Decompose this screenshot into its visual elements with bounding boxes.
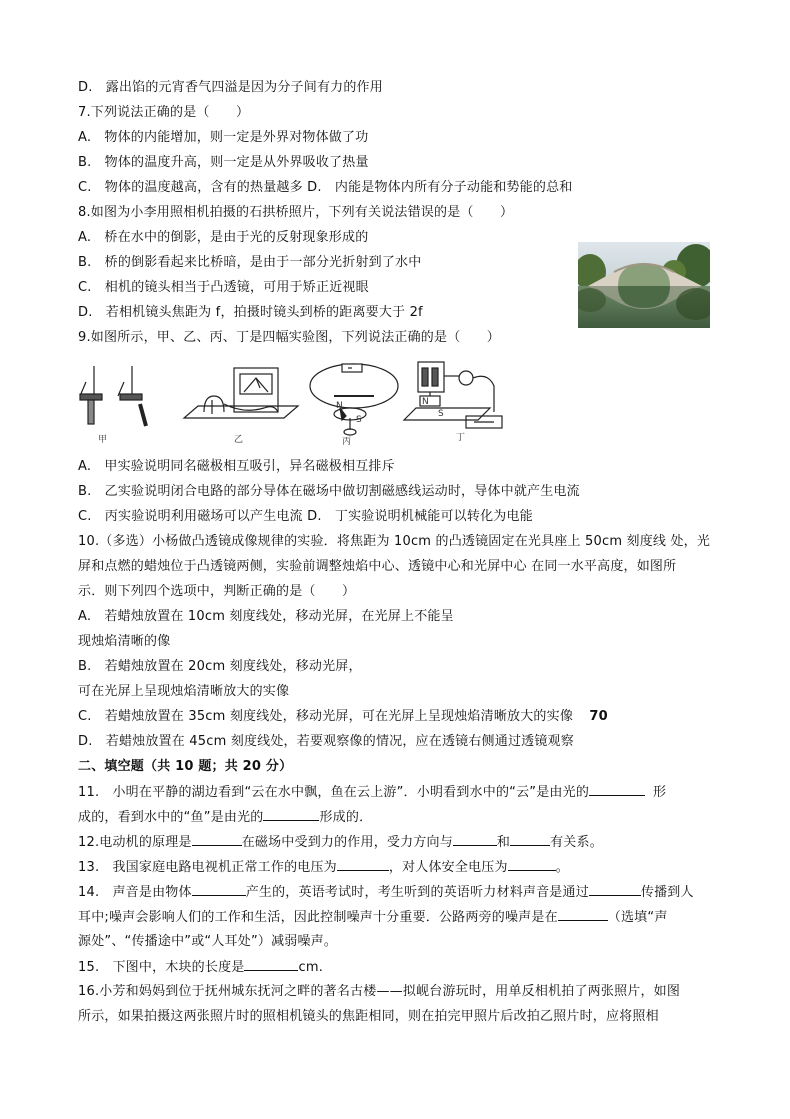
q12-blank-1[interactable]: [192, 833, 242, 846]
q11-text-c: 成的，看到水中的“鱼”是由光的: [78, 810, 264, 825]
q14-text-e: （选填“声: [607, 910, 668, 925]
label-s-pole-2: S: [438, 409, 444, 419]
q12-text-a: 12.电动机的原理是: [78, 835, 192, 850]
section-fill-in-title: 二、填空题（共 10 题；共 20 分）: [78, 759, 293, 774]
q14-blank-3[interactable]: [558, 908, 608, 921]
q14-blank-2[interactable]: [589, 883, 641, 896]
q10-option-c-text: C. 若蜡烛放置在 35cm 刻度线处，移动光屏，可在光屏上呈现烛焰清晰放大的实像: [78, 709, 574, 724]
q11-line1: [78, 783, 666, 802]
label-ding: 丁: [456, 433, 466, 443]
q10-option-b-line2: 可在光屏上呈现烛焰清晰放大的实像: [78, 684, 290, 699]
q7-option-b: B. 物体的温度升高，则一定是从外界吸收了热量: [78, 155, 369, 170]
q9-option-a: A. 甲实验说明同名磁极相互吸引，异名磁极相互排斥: [78, 459, 395, 474]
label-n-pole: N: [336, 401, 343, 411]
q10-option-c: [78, 708, 608, 726]
q12-text-d: 有关系。: [550, 835, 603, 850]
q9-stem: 9.如图所示，甲、乙、丙、丁是四幅实验图，下列说法正确的是（ ）: [78, 330, 501, 345]
q15-blank[interactable]: [244, 958, 298, 971]
q9-option-b: B. 乙实验说明闭合电路的部分导体在磁场中做切割磁感线运动时，导体中就产生电流: [78, 484, 580, 499]
q9-option-cd: C. 丙实验说明利用磁场可以产生电流 D. 丁实验说明机械能可以转化为电能: [78, 509, 533, 524]
q11-text-a: 11. 小明在平静的湖边看到“云在水中飘，鱼在云上游”．小明看到水中的“云”是由光的: [78, 785, 590, 800]
q7-option-cd: C. 物体的温度越高，含有的热量越多 D. 内能是物体内所有分子动能和势能的总和: [78, 180, 573, 195]
q10-figure-tick-70: 70: [589, 709, 608, 724]
q13-text-a: 13. 我国家庭电路电视机正常工作的电压为: [78, 860, 337, 875]
diagram-bing: [310, 364, 398, 435]
q12-text-c: 和: [496, 835, 511, 850]
q10-option-b-line1: B. 若蜡烛放置在 20cm 刻度线处，移动光屏，: [78, 659, 362, 674]
q16-line1: 16.小芳和妈妈到位于抚州城东抚河之畔的著名古楼——拟岘台游玩时，用单反相机拍了两张照片，如图: [78, 984, 681, 999]
q11-blank-2[interactable]: [263, 808, 319, 821]
q8-option-a: A. 桥在水中的倒影，是由于光的反射现象形成的: [78, 230, 369, 245]
q13-blank-2[interactable]: [508, 858, 556, 871]
experiment-diagrams: [74, 356, 514, 448]
q13-text-c: 。: [555, 860, 569, 875]
label-n-pole-2: N: [422, 397, 429, 407]
q13-blank-1[interactable]: [337, 858, 389, 871]
q16-line2: 所示，如果拍摄这两张照片时的照相机镜头的焦距相同，则在拍完甲照片后改拍乙照片时，应将照相: [78, 1009, 659, 1024]
q13-text-b: ，对人体安全电压为: [388, 860, 508, 875]
q14-line3: 源处”、“传播途中”或“人耳处”）减弱噪声。: [78, 934, 338, 949]
q14-text-c: 传播到人: [640, 885, 694, 900]
q10-option-a-line1: A. 若蜡烛放置在 10cm 刻度线处，移动光屏，在光屏上不能呈: [78, 609, 454, 624]
q14-line1: [78, 883, 694, 902]
q7-stem: 7.下列说法正确的是（ ）: [78, 105, 250, 120]
q14-blank-1[interactable]: [192, 883, 246, 896]
label-yi: 乙: [234, 435, 244, 445]
q14-line2: [78, 908, 668, 927]
q11-text-d: 形成的．: [319, 810, 373, 825]
label-s-pole: S: [356, 415, 362, 425]
bridge-photo: [578, 242, 710, 328]
q8-option-b: B. 桥的倒影看起来比桥暗，是由于一部分光折射到了水中: [78, 255, 422, 270]
q11-line2: [78, 808, 372, 827]
q15-text-a: 15. 下图中，木块的长度是: [78, 960, 245, 975]
diagram-ding: [404, 362, 502, 428]
diagram-yi: [184, 368, 298, 418]
q12-line: [78, 833, 603, 852]
q14-text-b: 产生的，英语考试时，考生听到的英语听力材料声音是通过: [245, 885, 589, 900]
q10-option-a-line2: 现烛焰清晰的像: [78, 634, 171, 649]
q12-blank-2[interactable]: [453, 833, 497, 846]
diagram-jia: [80, 366, 146, 426]
q6-option-d: D. 露出馅的元宵香气四溢是因为分子间有力的作用: [78, 80, 383, 95]
q8-option-c: C. 相机的镜头相当于凸透镜，可用于矫正近视眼: [78, 280, 369, 295]
q12-blank-3[interactable]: [510, 833, 550, 846]
label-bing: 丙: [342, 437, 352, 447]
q11-blank-1[interactable]: [589, 783, 645, 796]
q11-text-b: 形: [653, 785, 667, 800]
q8-option-d: D. 若相机镜头焦距为 f，拍摄时镜头到桥的距离要大于 2f: [78, 305, 423, 320]
q12-text-b: 在磁场中受到力的作用，受力方向与: [241, 835, 453, 850]
q15-text-b: cm.: [298, 960, 324, 975]
q13-line: [78, 858, 569, 877]
label-jia: 甲: [98, 435, 108, 445]
q15-line: [78, 958, 323, 977]
q7-option-a: A. 物体的内能增加，则一定是外界对物体做了功: [78, 130, 369, 145]
q10-stem-line2: 屏和点燃的蜡烛位于凸透镜两侧，实验前调整烛焰中心、透镜中心和光屏中心 在同一水平高度，如图所: [78, 559, 677, 574]
q8-stem: 8.如图为小李用照相机拍摄的石拱桥照片，下列有关说法错误的是（ ）: [78, 205, 514, 220]
q14-text-a: 14. 声音是由物体: [78, 885, 192, 900]
q10-stem-line1: 10.（多选）小杨做凸透镜成像规律的实验．将焦距为 10cm 的凸透镜固定在光具座上 50cm 刻度线 处，光: [78, 534, 711, 549]
q10-stem-line3: 示．则下列四个选项中，判断正确的是（ ）: [78, 584, 356, 599]
q10-option-d: D. 若蜡烛放置在 45cm 刻度线处，若要观察像的情况，应在透镜右侧通过透镜观察: [78, 734, 574, 749]
q14-text-d: 耳中;噪声会影响人们的工作和生活，因此控制噪声十分重要．公路两旁的噪声是在: [78, 910, 558, 925]
